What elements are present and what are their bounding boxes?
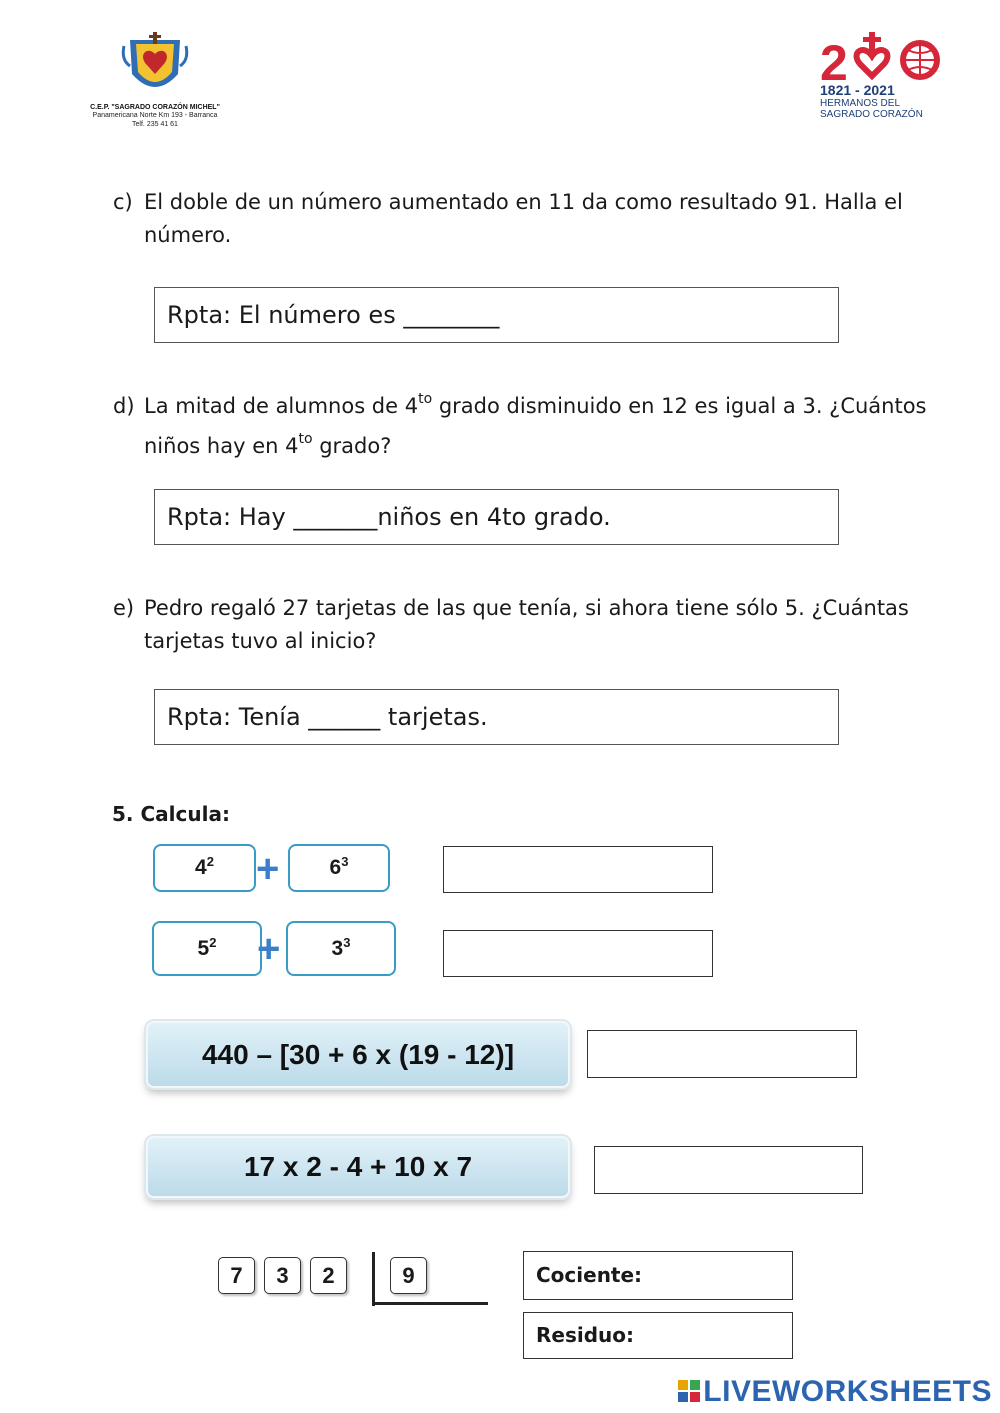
division-bracket-horizontal: [372, 1302, 488, 1305]
division-bracket-vertical: [372, 1252, 375, 1306]
plus-operator-icon: +: [256, 847, 280, 891]
problem-text-post: grado?: [312, 434, 392, 458]
power-base: 4: [195, 856, 207, 879]
power-answer-input[interactable]: [443, 930, 713, 977]
anniversary-years: 1821 - 2021: [820, 82, 895, 98]
power-exponent: 3: [341, 854, 349, 869]
dividend-digit: 3: [264, 1257, 301, 1294]
dividend-digit: 7: [218, 1257, 255, 1294]
power-exponent: 3: [343, 935, 351, 950]
problem-text-line2: tarjetas tuvo al inicio?: [144, 629, 377, 653]
power-base: 3: [331, 937, 344, 960]
power-exponent: 2: [209, 935, 217, 950]
liveworksheets-badge-icon: [678, 1380, 700, 1402]
anniversary-line-1: HERMANOS DEL: [820, 98, 901, 109]
power-term: [153, 844, 256, 892]
problem-label: c): [113, 190, 133, 214]
problem-text-line1: Pedro regaló 27 tarjetas de las que tenía, si ahora tiene sólo 5. ¿Cuántas: [144, 596, 909, 620]
answer-box-e[interactable]: Rpta: Tenía ______ tarjetas.: [154, 689, 839, 745]
ordinal-sup: to: [298, 431, 313, 447]
plus-operator-icon: +: [257, 927, 281, 971]
problem-text-pre: La mitad de alumnos de 4: [144, 394, 419, 418]
expression-answer-input[interactable]: [587, 1030, 857, 1078]
anniversary-logo: [820, 30, 950, 120]
divisor-digit: 9: [390, 1257, 427, 1294]
power-term: [288, 844, 390, 892]
power-base: 5: [197, 937, 210, 960]
problem-e: [113, 592, 941, 658]
problem-text-pre: niños hay en 4: [144, 434, 299, 458]
answer-box-d[interactable]: Rpta: Hay _______niños en 4to grado.: [154, 489, 839, 545]
power-exponent: 2: [206, 854, 214, 869]
problem-label: e): [113, 596, 135, 620]
problem-label: d): [113, 394, 135, 418]
power-term: [286, 921, 396, 976]
liveworksheets-logo: [678, 1375, 992, 1409]
anniversary-200-logo-icon: [820, 30, 945, 82]
remainder-box[interactable]: Residuo:: [523, 1312, 793, 1359]
school-phone: Telf. 235 41 61: [132, 121, 178, 128]
expression-card: 17 x 2 - 4 + 10 x 7: [146, 1136, 570, 1198]
school-address: Panamericana Norte Km 193 - Barranca: [92, 112, 218, 119]
problem-text-line2: número.: [144, 223, 232, 247]
anniversary-line-2: SAGRADO CORAZÓN: [820, 109, 923, 120]
section-title: 5. Calcula:: [112, 802, 230, 826]
expression-card: 440 – [30 + 6 x (19 - 12)]: [146, 1021, 570, 1088]
answer-box-c[interactable]: Rpta: El número es ________: [154, 287, 839, 343]
power-answer-input[interactable]: [443, 846, 713, 893]
power-term: [152, 921, 262, 976]
svg-text:2: 2: [820, 35, 848, 82]
school-crest-icon: [120, 30, 190, 102]
problem-d: [113, 386, 941, 466]
school-logo-block: [70, 30, 240, 129]
problem-text-post: grado disminuido en 12 es igual a 3. ¿Cuántos: [432, 394, 927, 418]
problem-text-line1: El doble de un número aumentado en 11 da como resultado 91. Halla el: [144, 190, 903, 214]
ordinal-sup: to: [418, 391, 433, 407]
quotient-box[interactable]: Cociente:: [523, 1251, 793, 1300]
problem-c: [113, 186, 941, 252]
dividend-digit: 2: [310, 1257, 347, 1294]
expression-answer-input[interactable]: [594, 1146, 863, 1194]
power-base: 6: [329, 856, 342, 879]
school-name: C.E.P. "SAGRADO CORAZÓN MICHEL": [90, 104, 220, 111]
brand-name: LIVEWORKSHEETS: [703, 1375, 992, 1408]
